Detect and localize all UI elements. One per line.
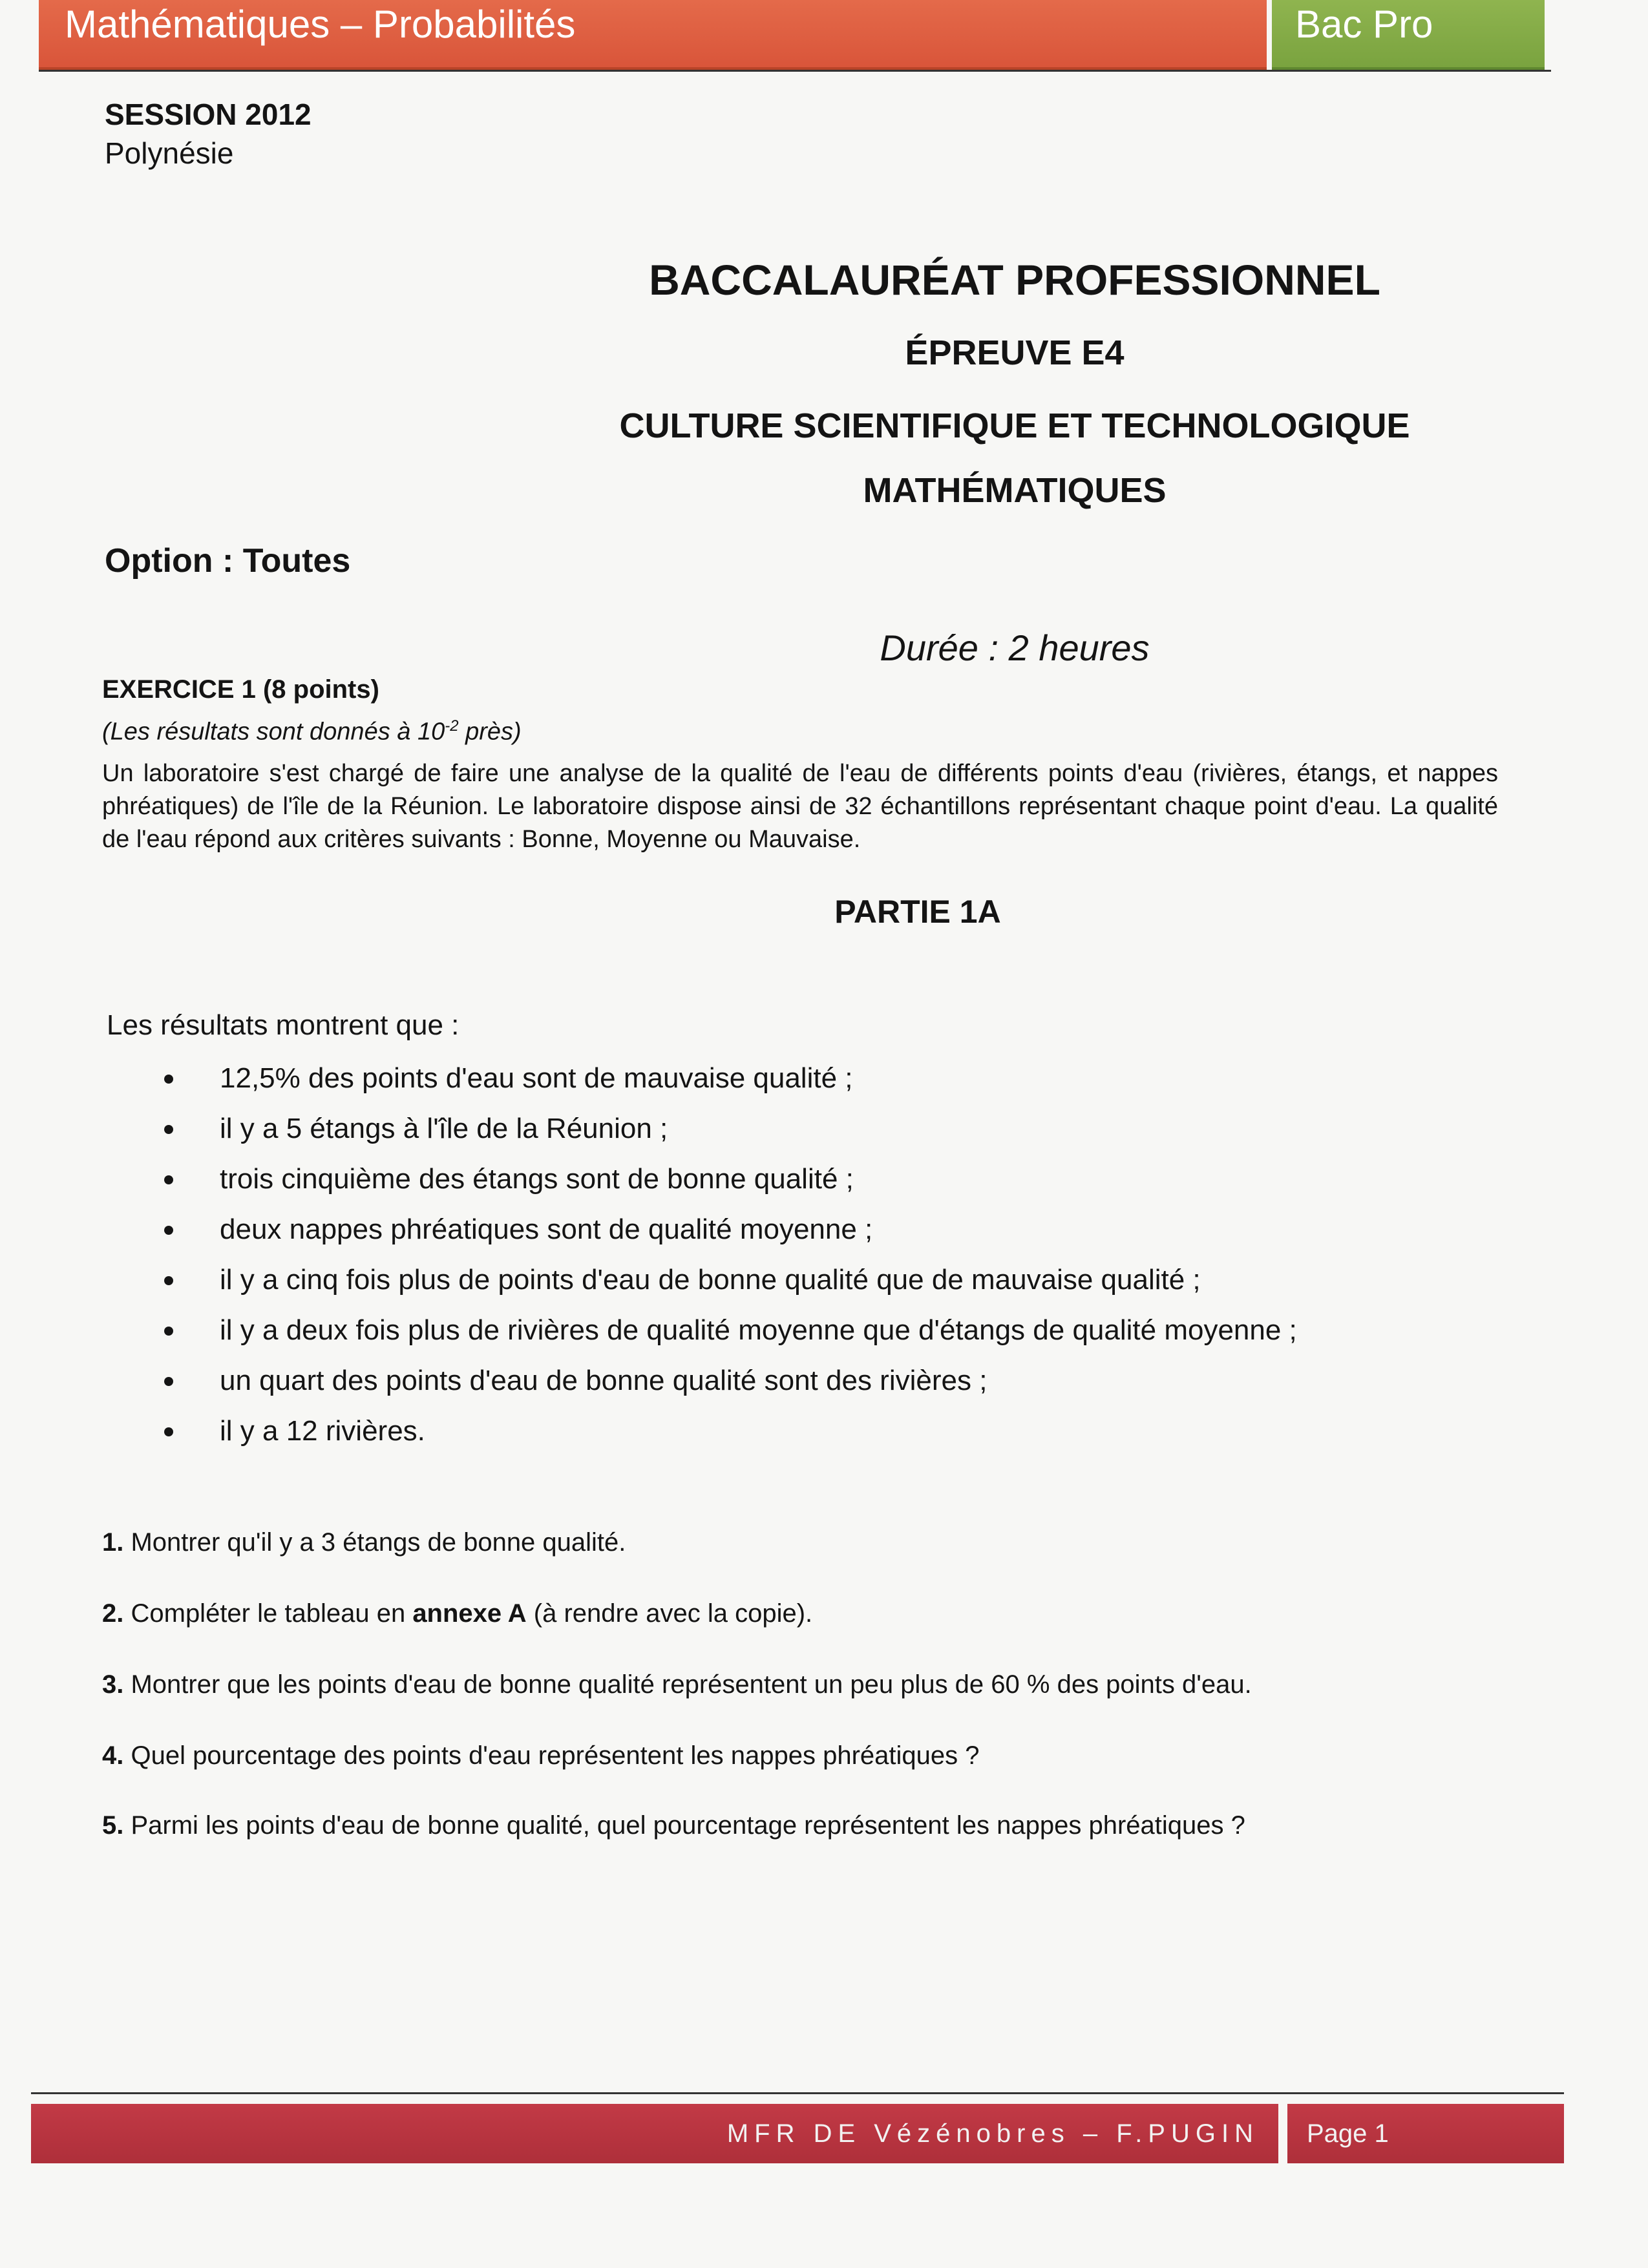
question-5: 5. Parmi les points d'eau de bonne qualité, quel pourcentage représentent les nappes phréatiques ?: [102, 1811, 1245, 1840]
list-item: 12,5% des points d'eau sont de mauvaise qualité ;: [155, 1053, 1545, 1104]
question-3: 3. Montrer que les points d'eau de bonne qualité représentent un peu plus de 60 % des points d'eau.: [102, 1670, 1252, 1699]
footer-credit: MFR DE Vézénobres – F.PUGIN: [31, 2104, 1278, 2163]
results-intro: Les résultats montrent que :: [107, 1009, 460, 1041]
list-item: deux nappes phréatiques sont de qualité moyenne ;: [155, 1204, 1545, 1255]
list-item: un quart des points d'eau de bonne qualité sont des rivières ;: [155, 1356, 1545, 1406]
question-1: 1. Montrer qu'il y a 3 étangs de bonne qualité.: [102, 1528, 626, 1557]
list-item: il y a 5 étangs à l'île de la Réunion ;: [155, 1104, 1545, 1154]
bullet-icon: [164, 1175, 173, 1184]
session-year: SESSION 2012: [105, 98, 312, 131]
list-item: il y a cinq fois plus de points d'eau de bonne qualité que de mauvaise qualité ;: [155, 1255, 1545, 1305]
session-location: Polynésie: [105, 136, 234, 170]
results-list: [155, 1053, 1545, 1456]
footer-divider: [31, 2092, 1564, 2094]
bullet-icon: [164, 1427, 173, 1436]
exam-subject-line2: MATHÉMATIQUES: [863, 471, 1167, 510]
header-title: Mathématiques – Probabilités: [39, 0, 1267, 70]
part-title: PARTIE 1A: [834, 894, 1001, 930]
bullet-icon: [164, 1125, 173, 1134]
bullet-icon: [164, 1327, 173, 1336]
exercise-title: EXERCICE 1 (8 points): [102, 675, 379, 704]
bullet-icon: [164, 1226, 173, 1235]
exercise-intro-paragraph: Un laboratoire s'est chargé de faire une analyse de la qualité de l'eau de différents points d'eau (rivières, étangs, et nappes phréatiques) de l'île de la Réunion. Le laboratoire dispose ainsi de 32 échantillons représentant chaque point d'eau. La qualité de l'eau répond aux critères suivants : Bonne, Moyenne ou Mauvaise.: [102, 760, 1498, 853]
exam-title: BACCALAURÉAT PROFESSIONNEL: [649, 256, 1380, 304]
exam-duration: Durée : 2 heures: [880, 627, 1150, 668]
footer-page-number: Page 1: [1287, 2104, 1564, 2163]
question-2: 2. Compléter le tableau en annexe A (à rendre avec la copie).: [102, 1599, 813, 1628]
header-level-badge: Bac Pro: [1272, 0, 1545, 70]
list-item: il y a 12 rivières.: [155, 1406, 1545, 1456]
bullet-icon: [164, 1276, 173, 1285]
bullet-icon: [164, 1075, 173, 1084]
question-4: 4. Quel pourcentage des points d'eau représentent les nappes phréatiques ?: [102, 1741, 980, 1770]
exercise-precision-note: (Les résultats sont donnés à $10^{-2}$ près): [102, 717, 522, 746]
header-divider: [39, 70, 1551, 72]
exam-subject-line1: CULTURE SCIENTIFIQUE ET TECHNOLOGIQUE: [619, 406, 1410, 445]
list-item: trois cinquième des étangs sont de bonne qualité ;: [155, 1154, 1545, 1204]
exam-epreuve: ÉPREUVE E4: [905, 333, 1125, 372]
list-item: il y a deux fois plus de rivières de qualité moyenne que d'étangs de qualité moyenne ;: [155, 1305, 1545, 1356]
exam-option: Option : Toutes: [105, 542, 351, 580]
bullet-icon: [164, 1377, 173, 1386]
